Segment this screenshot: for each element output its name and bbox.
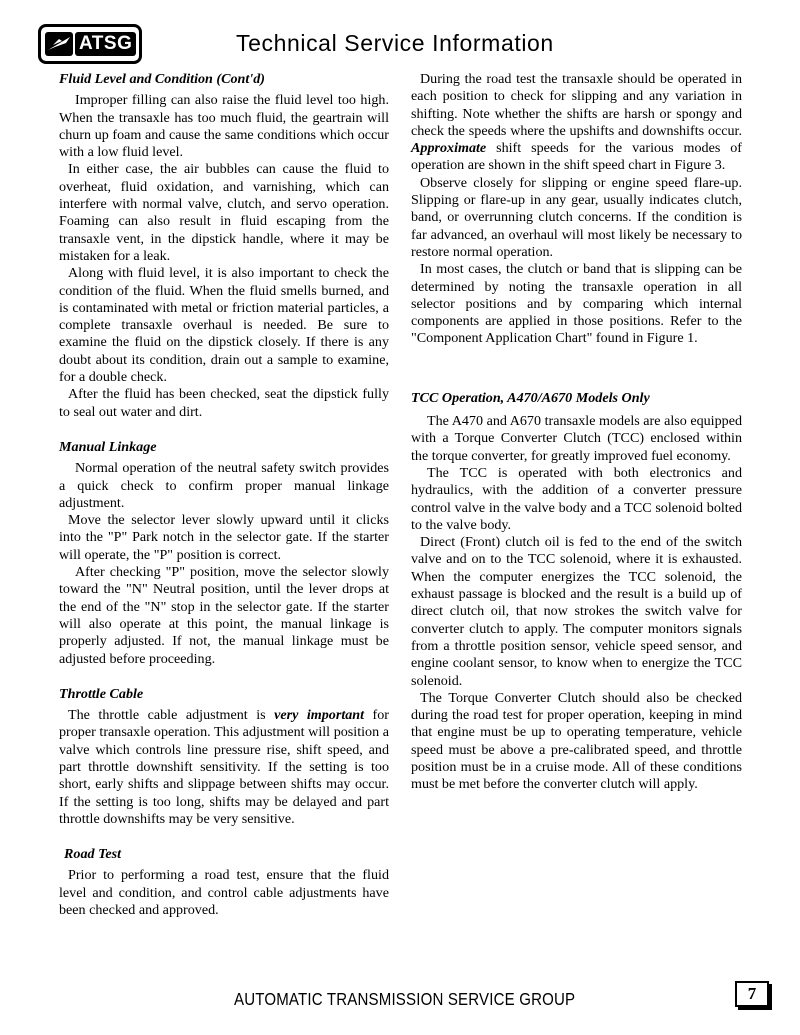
logo-text: ATSG [75,32,136,56]
section-heading-tcc-operation: TCC Operation, A470/A670 Models Only [411,389,650,406]
paragraph: Prior to performing a road test, ensure that the fluid level and condition, and control cable adjustments have been checked and approved. [59,867,389,919]
paragraph: Move the selector lever slowly upward until it clicks into the "P" Park notch in the selector gate. If the starter will operate, the "P" position is correct. [59,512,389,563]
paragraph: Improper filling can also raise the fluid level too high. When the transaxle has too much fluid, the geartrain will churn up foam and cause the same conditions which occur with a low fluid level. [59,92,389,161]
paragraph: Normal operation of the neutral safety switch provides a quick check to confirm proper manual linkage adjustment. [59,460,389,511]
section-heading-throttle-cable: Throttle Cable [59,685,144,702]
section-heading-road-test: Road Test [64,846,122,863]
section-heading-fluid-level: Fluid Level and Condition (Cont'd) [59,71,265,87]
paragraph: In either case, the air bubbles can cause the fluid to overheat, fluid oxidation, and varnishing, which can interfere with normal valve, clutch, and servo operation. Foaming can also result in fluid escaping from the transaxle vent, in the dipstick handle, where it may be mistaken for a leak. [59,161,389,264]
airplane-icon [45,32,73,56]
paragraph: Along with fluid level, it is also important to check the condition of the fluid. When the fluid smells burned, and is contaminated with metal or friction material particles, a complete transaxle overhaul is needed. Be sure to examine the fluid on the dipstick closely. If there is any doubt about its condition, drain out a sample to examine, for a double check. [59,265,389,386]
right-column [411,71,742,794]
page-title: Technical Service Information [236,30,554,56]
paragraph: In most cases, the clutch or band that is slipping can be determined by noting the transaxle operation in all selector positions and by comparing which internal components are applied in those positions. Refer to the "Component Application Chart" found in Figure 1. [411,261,742,347]
emphasis-text: very important [274,707,365,724]
paragraph: The A470 and A670 transaxle models are also equipped with a Torque Converter Clutch (TCC) enclosed within the torque converter, for greatly improved fuel economy. [411,413,742,464]
paragraph: After the fluid has been checked, seat the dipstick fully to seal out water and dirt. [59,386,389,420]
emphasis-text: Approximate [411,140,487,157]
atsg-logo [38,24,142,64]
paragraph: After checking "P" position, move the selector slowly toward the "N" Neutral position, until the lever drops at the end of the "N" stop in the selector gate. If the starter will also operate at this point, the manual linkage is properly adjusted. If not, the manual linkage must be adjusted before proceeding. [59,564,389,667]
paragraph: During the road test the transaxle should be operated in each position to check for slipping and any variation in shifting. Note whether the shifts are harsh or spongy and check the speeds where the upshifts and downshifts occur. Approximate shift speeds for the various modes of operation are shown in the shift speed chart in Figure 3. [411,71,742,174]
section-heading-manual-linkage: Manual Linkage [59,438,157,455]
paragraph: The TCC is operated with both electronics and hydraulics, with the addition of a converter pressure control valve in the valve body and a TCC solenoid bolted to the valve body. [411,464,742,533]
paragraph: Direct (Front) clutch oil is fed to the end of the switch valve and on to the TCC solenoid, where it is exhausted. When the computer energizes the TCC solenoid, the exhaust passage is blocked and the result is a build up of direct clutch oil, that now strokes the switch valve for converter clutch to apply. The computer monitors signals from a throttle position sensor, vehicle speed sensor, and engine coolant sensor, to know when to energize the TCC solenoid. [411,534,742,689]
footer-text: AUTOMATIC TRANSMISSION SERVICE GROUP [234,989,576,1009]
left-column [59,71,389,919]
page-number: 7 [735,981,769,1007]
paragraph: The Torque Converter Clutch should also be checked during the road test for proper operation, keeping in mind that engine must be up to operating temperature, vehicle speed must be above a pre-calibrated speed, and throttle position must be in a cruise mode. All of these conditions must be met before the converter clutch will apply. [411,689,742,793]
paragraph: Observe closely for slipping or engine speed flare-up. Slipping or flare-up in any gear, usually indicates clutch, band, or overrunning clutch concerns. If the condition is far advanced, an overhaul will most likely be necessary to restore normal operation. [411,174,742,260]
paragraph: The throttle cable adjustment is very important for proper transaxle operation. This adjustment will position a valve which controls line pressure rise, shift speed, and part throttle downshift sensitivity. If the setting is too short, early shifts and slippage between shifts may occur. If the setting is too long, shifts may be delayed and part throttle downshifts may be very sensitive. [59,707,389,827]
